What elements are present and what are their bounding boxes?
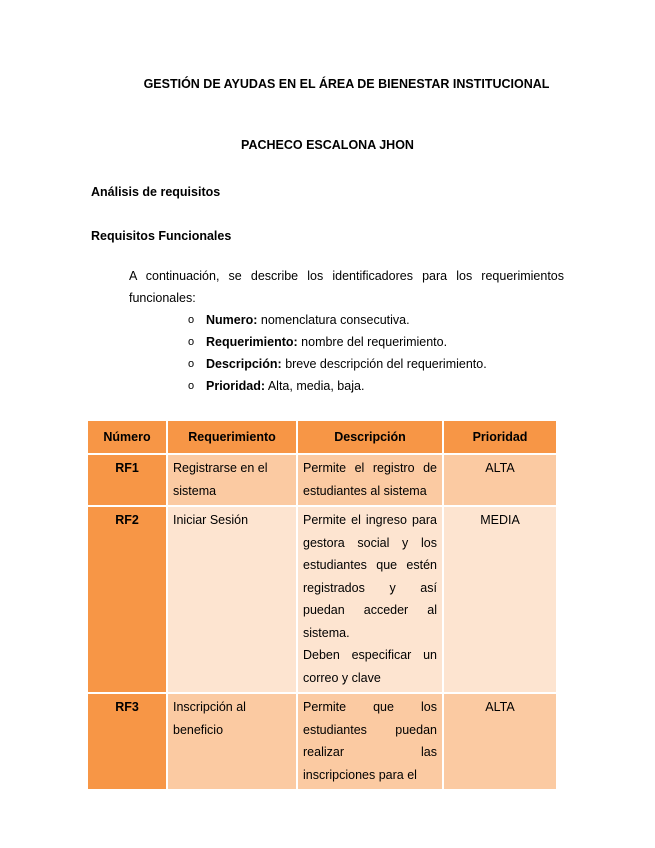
list-text: nombre del requerimiento. <box>297 335 448 349</box>
cell-requerimiento: Inscripción al beneficio <box>168 694 296 791</box>
cell-numero: RF1 <box>88 455 166 507</box>
requirements-table <box>86 421 558 791</box>
list-term: Requerimiento: <box>206 335 298 349</box>
header-requerimiento: Requerimiento <box>168 421 296 455</box>
description-line: correo y clave <box>303 670 381 685</box>
description-line: Permite que los <box>303 700 437 714</box>
subsection-heading: Requisitos Funcionales <box>91 229 232 243</box>
header-numero: Número <box>88 421 166 455</box>
description-line: inscripciones para el <box>303 767 417 782</box>
description-line: estudiantes que estén <box>303 558 437 572</box>
list-text: nomenclatura consecutiva. <box>257 313 410 327</box>
description-line: Permite el ingreso para <box>303 513 437 527</box>
description-line: sistema. <box>303 625 350 640</box>
bullet-icon: o <box>188 336 195 348</box>
description-line: estudiantes puedan <box>303 722 437 737</box>
cell-prioridad: ALTA <box>444 694 556 791</box>
description-line: puedan acceder al <box>303 603 437 617</box>
bullet-icon: o <box>188 314 195 326</box>
description-line: gestora social y los <box>303 535 437 550</box>
list-term: Descripción: <box>206 357 282 371</box>
list-text: Alta, media, baja. <box>265 379 365 393</box>
description-line: registrados y así <box>303 580 437 595</box>
author-name: PACHECO ESCALONA JHON <box>241 138 414 152</box>
table-row <box>88 455 556 507</box>
cell-numero: RF2 <box>88 507 166 694</box>
description-line: realizar las <box>303 745 437 759</box>
table-row <box>88 694 556 791</box>
bullet-icon: o <box>188 358 195 370</box>
cell-descripcion <box>298 455 442 507</box>
description-line: Permite el registro de <box>303 461 437 475</box>
list-item <box>188 375 487 397</box>
list-term: Prioridad: <box>206 379 266 393</box>
cell-descripcion <box>298 694 442 791</box>
list-item <box>188 353 487 375</box>
description-line: estudiantes al sistema <box>303 483 427 498</box>
intro-paragraph: A continuación, se describe los identificadores para los requerimientos funcionales: <box>129 269 564 305</box>
list-item <box>188 309 487 331</box>
cell-prioridad: MEDIA <box>444 507 556 694</box>
header-descripcion: Descripción <box>298 421 442 455</box>
identifier-list <box>188 309 487 397</box>
section-heading: Análisis de requisitos <box>91 185 221 199</box>
list-text: breve descripción del requerimiento. <box>281 357 487 371</box>
table-row <box>88 507 556 694</box>
bullet-icon: o <box>188 380 195 392</box>
cell-descripcion <box>298 507 442 694</box>
cell-prioridad: ALTA <box>444 455 556 507</box>
list-term: Numero: <box>206 313 258 327</box>
cell-requerimiento: Iniciar Sesión <box>168 507 296 694</box>
header-prioridad: Prioridad <box>444 421 556 455</box>
cell-requerimiento: Registrarse en el sistema <box>168 455 296 507</box>
description-line: Deben especificar un <box>303 648 437 662</box>
document-title: GESTIÓN DE AYUDAS EN EL ÁREA DE BIENESTAR INSTITUCIONAL <box>143 77 550 91</box>
list-item <box>188 331 487 353</box>
table-header-row <box>88 421 556 455</box>
cell-numero: RF3 <box>88 694 166 791</box>
